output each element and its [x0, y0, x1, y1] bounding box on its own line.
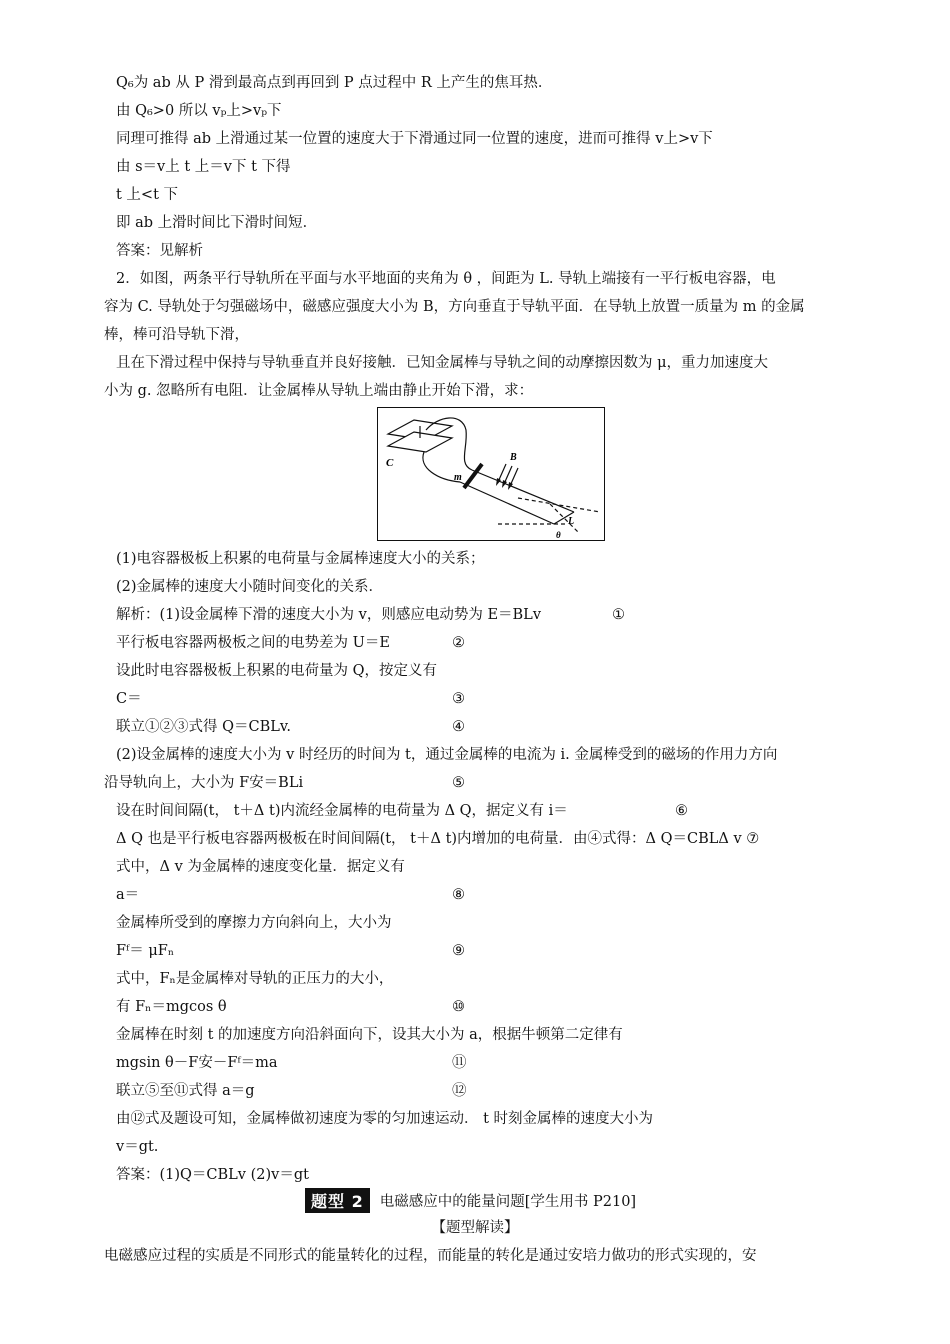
question-1: (1)电容器极板上积累的电荷量与金属棒速度大小的关系； — [116, 551, 485, 567]
answer-line: 答案：(1)Q＝CBLv (2)v＝gt — [116, 1167, 309, 1183]
solution-line: 设在时间间隔(t， t＋Δ t)内流经金属棒的电荷量为 Δ Q，据定义有 i＝ — [116, 803, 568, 819]
eq-marker: ⑧ — [452, 887, 465, 903]
text-line: 同理可推得 ab 上滑通过某一位置的速度大于下滑通过同一位置的速度，进而可推得 v上>v下 — [116, 131, 713, 147]
problem-2-line: 小为 g. 忽略所有电阻．让金属棒从导轨上端由静止开始下滑，求： — [104, 383, 534, 399]
solution-line: 式中，Fₙ是金属棒对导轨的正压力的大小， — [116, 971, 394, 987]
solution-line: C＝ — [116, 691, 142, 707]
solution-line: 设此时电容器极板上积累的电荷量为 Q，按定义有 — [116, 663, 437, 679]
solution-line: v＝gt. — [116, 1139, 159, 1155]
label-m: m — [454, 472, 462, 483]
eq-marker: ⑥ — [675, 803, 688, 819]
solution-line: mgsin θ－F安－Fᶠ＝ma — [116, 1055, 278, 1071]
question-2: (2)金属棒的速度大小随时间变化的关系． — [116, 579, 384, 595]
solution-line: (2)设金属棒的速度大小为 v 时经历的时间为 t，通过金属棒的电流为 i. 金属棒受到的磁场的作用力方向 — [116, 747, 778, 763]
section-title: 电磁感应中的能量问题[学生用书 P210] — [379, 1193, 637, 1210]
solution-line: 由⑫式及题设可知，金属棒做初速度为零的匀加速运动． t 时刻金属棒的速度大小为 — [116, 1111, 654, 1127]
solution-line: Δ Q 也是平行板电容器两极板在时间间隔(t， t＋Δ t)内增加的电荷量．由④式得：Δ Q＝CBLΔ v ⑦ — [116, 831, 760, 847]
solution-line: 沿导轨向上，大小为 F安＝BLi — [104, 775, 304, 791]
solution-line: Fᶠ＝ μFₙ — [116, 943, 175, 959]
rail-capacitor-figure — [377, 407, 605, 541]
section-subtitle: 【题型解读】 — [431, 1220, 519, 1236]
label-C: C — [386, 457, 394, 469]
solution-line: 联立①②③式得 Q＝CBLv. — [116, 719, 291, 735]
solution-line: 金属棒在时刻 t 的加速度方向沿斜面向下，设其大小为 a，根据牛顿第二定律有 — [116, 1027, 623, 1043]
figure-drawing — [378, 408, 604, 540]
text-line: 即 ab 上滑时间比下滑时间短． — [116, 215, 318, 231]
problem-2-line: 且在下滑过程中保持与导轨垂直并良好接触．已知金属棒与导轨之间的动摩擦因数为 μ，重力加速度大 — [116, 355, 769, 371]
eq-marker: ⑤ — [452, 775, 465, 791]
text-line: Q₆为 ab 从 P 滑到最高点到再回到 P 点过程中 R 上产生的焦耳热． — [116, 75, 553, 91]
solution-line: 联立⑤至⑪式得 a＝g — [116, 1083, 255, 1099]
problem-2-line: 棒，棒可沿导轨下滑， — [104, 327, 249, 343]
eq-marker: ② — [452, 635, 465, 651]
answer-line: 答案：见解析 — [116, 243, 203, 259]
section-body: 电磁感应过程的实质是不同形式的能量转化的过程，而能量的转化是通过安培力做功的形式实现的，安 — [104, 1248, 757, 1264]
eq-marker: ⑨ — [452, 943, 465, 959]
eq-marker: ⑪ — [452, 1055, 467, 1071]
eq-marker: ④ — [452, 719, 465, 735]
eq-marker: ⑩ — [452, 999, 465, 1015]
problem-2-line: 2．如图，两条平行导轨所在平面与水平地面的夹角为 θ ，间距为 L. 导轨上端接有一平行板电容器，电 — [116, 271, 776, 287]
text-line: 由 Q₆>0 所以 vₚ上>vₚ下 — [116, 103, 282, 119]
metal-bar — [464, 464, 482, 488]
solution-line: 金属棒所受到的摩擦力方向斜向上，大小为 — [116, 915, 392, 931]
text-line: t 上<t 下 — [116, 187, 179, 203]
solution-line: 有 Fₙ＝mgcos θ — [116, 999, 227, 1015]
problem-2-line: 容为 C. 导轨处于匀强磁场中，磁感应强度大小为 B，方向垂直于导轨平面．在导轨上放置一质量为 m 的金属 — [104, 299, 805, 315]
solution-line: 平行板电容器两极板之间的电势差为 U＝E — [116, 635, 390, 651]
solution-line: 解析：(1)设金属棒下滑的速度大小为 v，则感应电动势为 E＝BLv — [116, 607, 542, 623]
text-line: 由 s＝v上 t 上＝v下 t 下得 — [116, 159, 291, 175]
solution-line: 式中，Δ v 为金属棒的速度变化量．据定义有 — [116, 859, 405, 875]
eq-marker: ⑫ — [452, 1083, 467, 1099]
eq-marker: ③ — [452, 691, 465, 707]
label-theta: θ — [556, 530, 561, 540]
section-badge: 题型 2 — [305, 1188, 370, 1213]
label-B: B — [510, 452, 517, 463]
label-L: L — [568, 516, 575, 527]
eq-marker: ① — [612, 607, 625, 623]
section-header — [305, 1188, 636, 1212]
solution-line: a＝ — [116, 887, 140, 903]
